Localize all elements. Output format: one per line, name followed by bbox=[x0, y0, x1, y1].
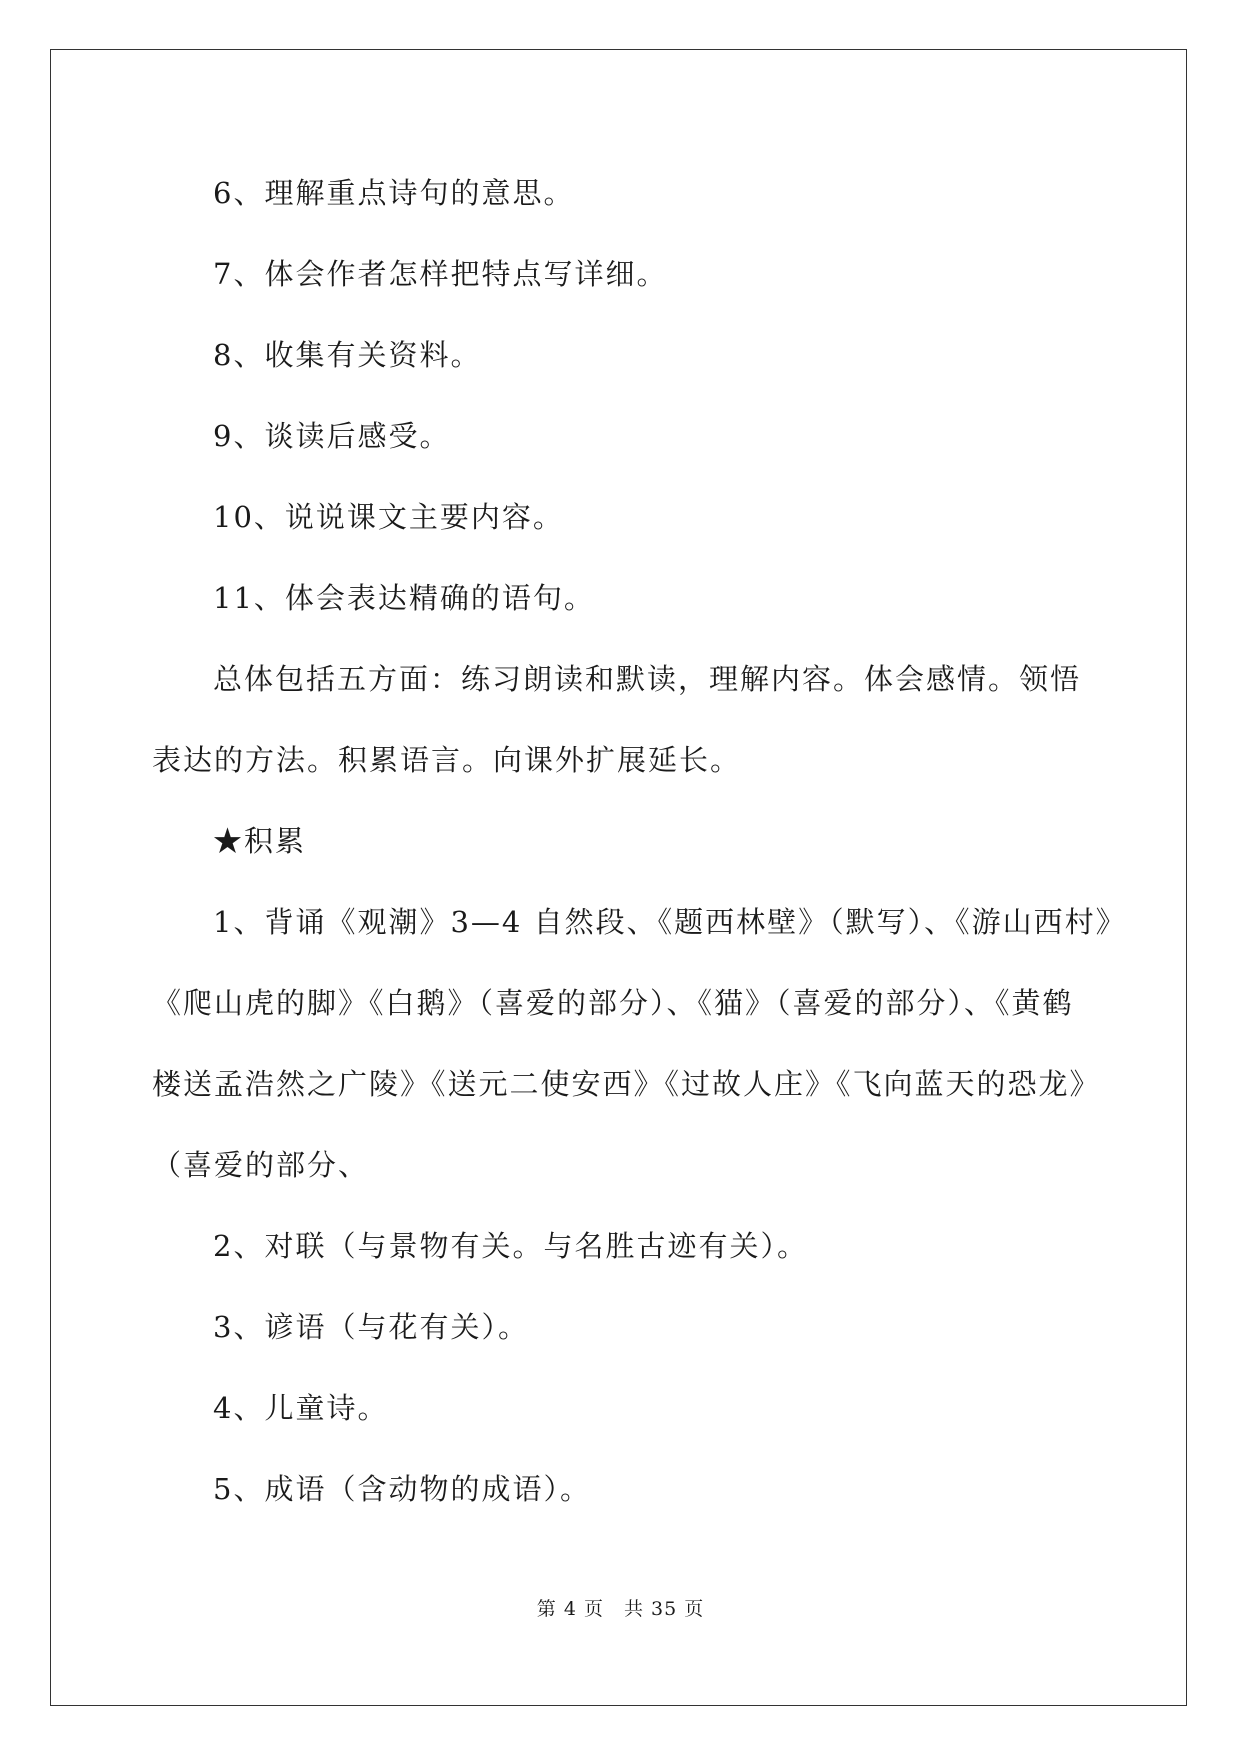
page-number: 第 4 页 共 35 页 bbox=[536, 1598, 705, 1620]
list-item: 7、体会作者怎样把特点写详细。 bbox=[213, 257, 668, 291]
paragraph-line: 表达的方法。积累语言。向课外扩展延长。 bbox=[152, 743, 742, 777]
paragraph-line: 1、背诵《观潮》3—4 自然段、《题西林壁》（默写）、《游山西村》 bbox=[213, 905, 1127, 939]
list-item: 2、对联（与景物有关。与名胜古迹有关）。 bbox=[213, 1229, 808, 1263]
paragraph-line: 《爬山虎的脚》《白鹅》（喜爱的部分）、《猫》（喜爱的部分）、《黄鹤 bbox=[152, 986, 1074, 1020]
paragraph-line: 楼送孟浩然之广陵》《送元二使安西》《过故人庄》《飞向蓝天的恐龙》 bbox=[152, 1067, 1101, 1101]
paragraph-line: （喜爱的部分、 bbox=[152, 1148, 370, 1182]
section-heading: ★积累 bbox=[213, 824, 307, 858]
list-item: 8、收集有关资料。 bbox=[213, 338, 482, 372]
paragraph-line: 总体包括五方面：练习朗读和默读，理解内容。体会感情。领悟 bbox=[213, 662, 1082, 696]
list-item: 4、儿童诗。 bbox=[213, 1391, 389, 1425]
list-item: 3、谚语（与花有关）。 bbox=[213, 1310, 529, 1344]
list-item: 5、成语（含动物的成语）。 bbox=[213, 1472, 591, 1506]
list-item: 9、谈读后感受。 bbox=[213, 419, 451, 453]
page-border bbox=[50, 49, 1187, 1706]
list-item: 6、理解重点诗句的意思。 bbox=[213, 176, 575, 210]
list-item: 10、说说课文主要内容。 bbox=[213, 500, 564, 534]
list-item: 11、体会表达精确的语句。 bbox=[213, 581, 595, 615]
